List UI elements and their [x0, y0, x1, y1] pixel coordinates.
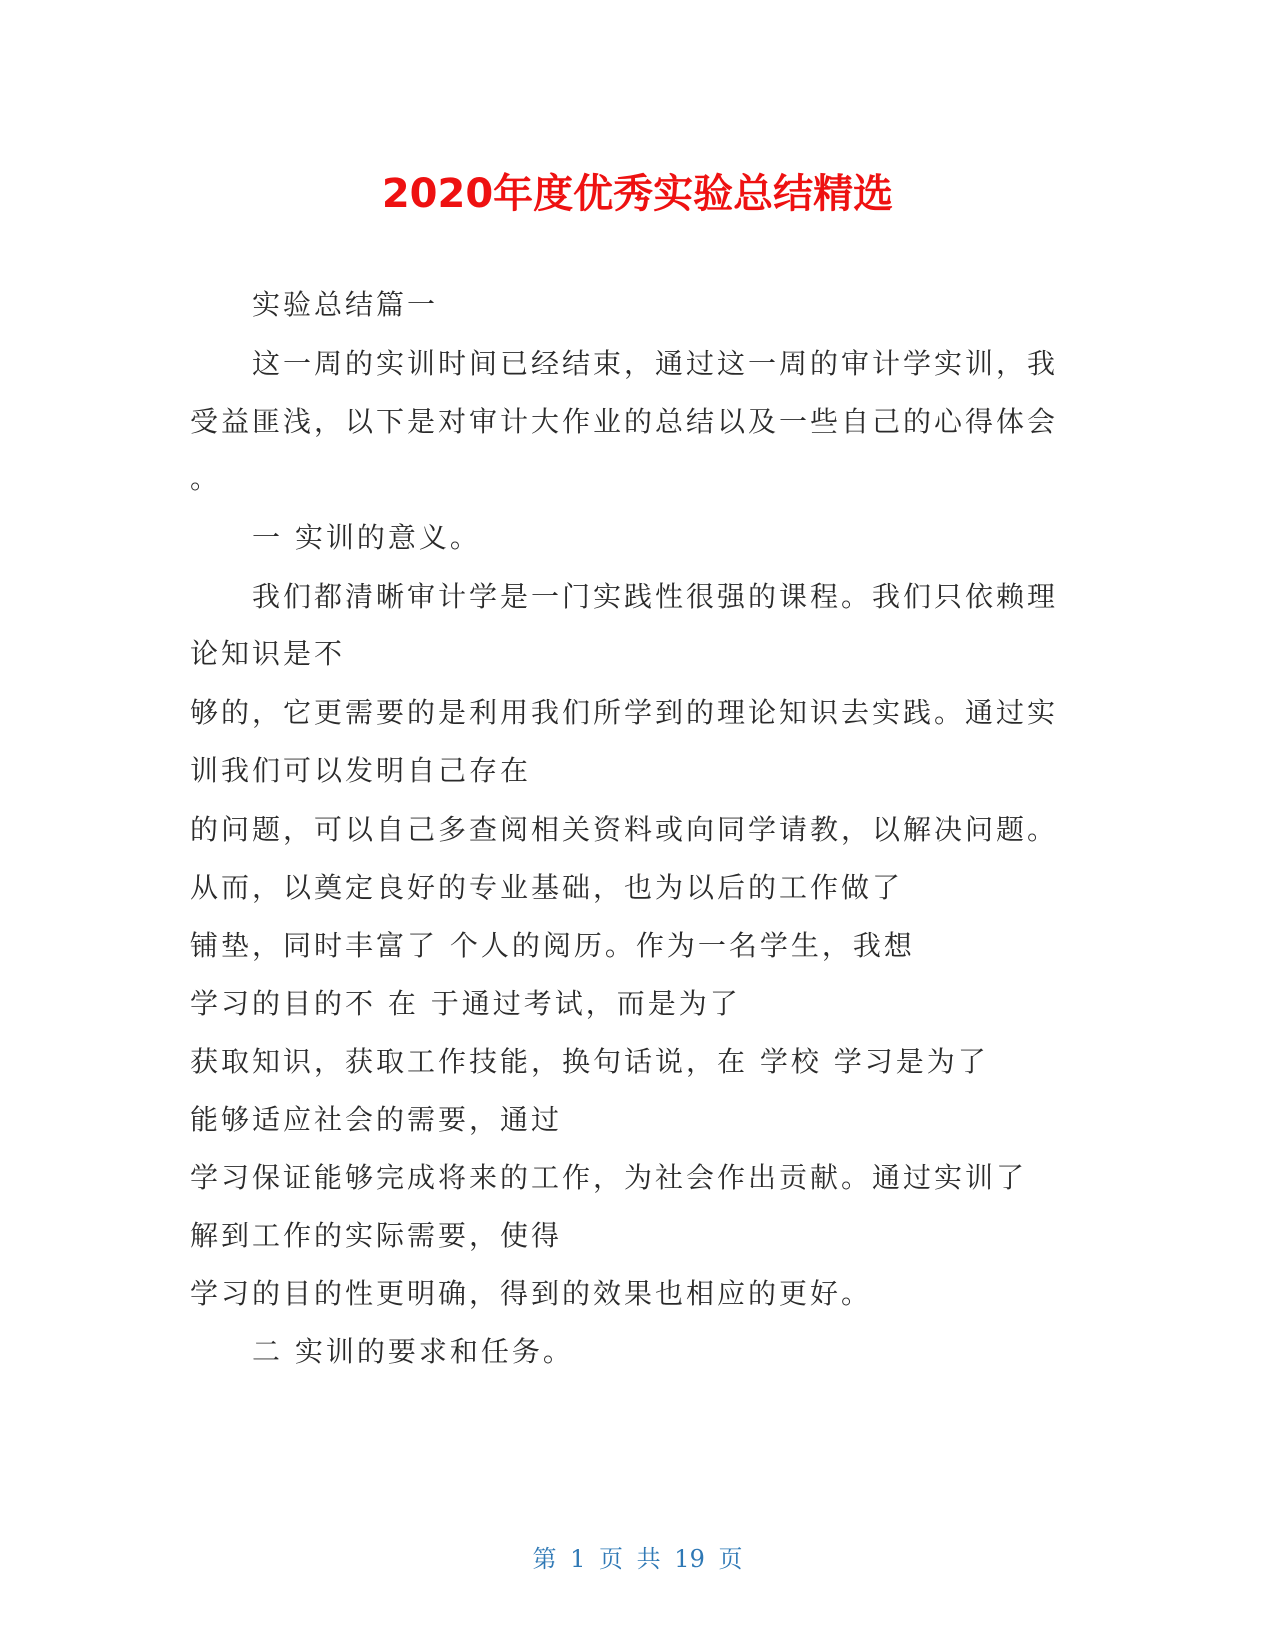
paragraph-line: 训我们可以发明自己存在	[190, 754, 532, 787]
paragraph-line: 够的，它更需要的是利用我们所学到的理论知识去实践。通过实	[190, 696, 1059, 729]
paragraph-line: 论知识是不	[190, 637, 346, 670]
paragraph-line: 学习保证能够完成将来的工作，为社会作出贡献。通过实训了	[190, 1161, 1028, 1194]
paragraph-line: 能够适应社会的需要，通过	[190, 1103, 563, 1136]
paragraph-line: 铺垫，同时丰富了 个人的阅历。作为一名学生，我想	[190, 929, 915, 962]
paragraph-line: 获取知识，获取工作技能，换句话说，在 学校 学习是为了	[190, 1045, 989, 1078]
paragraph-line: 学习的目的不 在 于通过考试，而是为了	[190, 987, 741, 1020]
paragraph-line: 从而，以奠定良好的专业基础，也为以后的工作做了	[190, 871, 904, 904]
section-heading: 实验总结篇一	[252, 288, 439, 321]
paragraph-line: 。	[190, 462, 222, 495]
subsection-heading: 二 实训的要求和任务。	[252, 1335, 574, 1368]
paragraph-line: 解到工作的实际需要，使得	[190, 1219, 563, 1252]
document-title: 2020年度优秀实验总结精选	[381, 171, 894, 217]
paragraph-line: 学习的目的性更明确，得到的效果也相应的更好。	[190, 1277, 873, 1310]
page-number: 第 1 页 共 19 页	[532, 1545, 743, 1573]
paragraph-line: 的问题，可以自己多查阅相关资料或向同学请教，以解决问题。	[190, 813, 1059, 846]
paragraph-line: 受益匪浅，以下是对审计大作业的总结以及一些自己的心得体会	[190, 405, 1059, 438]
subsection-heading: 一 实训的意义。	[252, 521, 481, 554]
paragraph-line: 这一周的实训时间已经结束，通过这一周的审计学实训，我	[252, 347, 1059, 380]
paragraph-line: 我们都清晰审计学是一门实践性很强的课程。我们只依赖理	[252, 580, 1059, 613]
